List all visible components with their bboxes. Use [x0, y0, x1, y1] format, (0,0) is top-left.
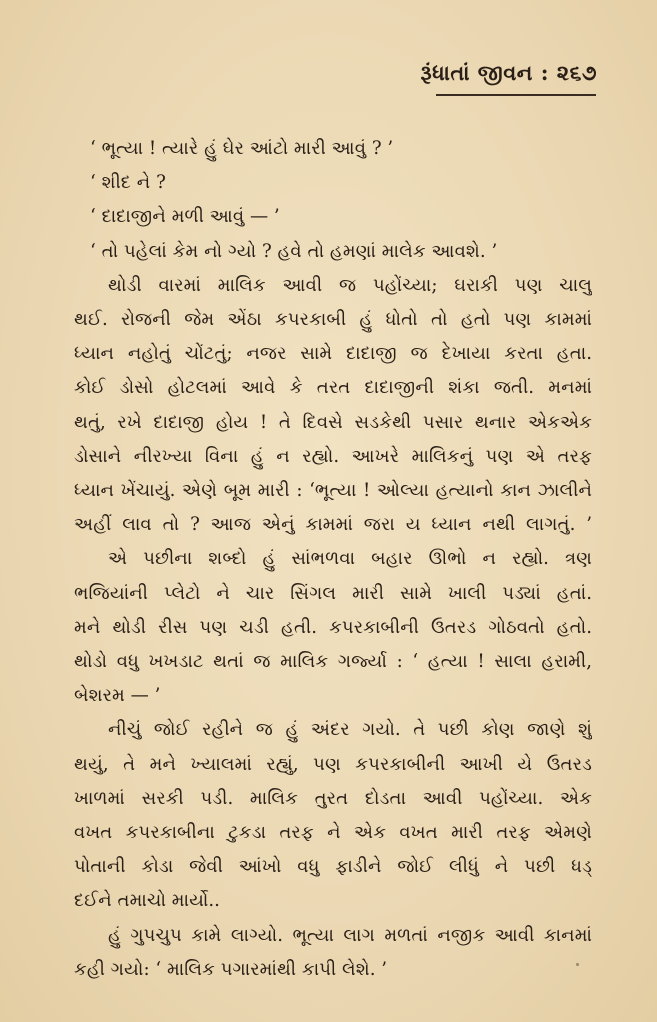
text-line: થોડી વારમાં માલિક આવી જ પહોંચ્યા; ઘરાકી પણ ચાલુ [108, 274, 592, 296]
text-line: થયું, તે મને ખ્યાલમાં રહ્યું, પણ કપરકાબીની આખી યે ઉતરડ [74, 753, 592, 775]
text-line: ‘ તો પહેલાં કેમ નો ગ્યો ? હવે તો હમણાં માલેક આવશે. ’ [90, 240, 498, 262]
text-line: હું ગુપચુપ કામે લાગ્યો. ભૂત્યા લાગ મળતાં નજીક આવી કાનમાં [108, 924, 592, 946]
text-line: પોતાની કોડા જેવી આંખો વધુ ફાડીને જોઈ લીધું ને પછી ધડ્ [74, 856, 592, 878]
text-line: દઈને તમાચો માર્યો.. [74, 890, 220, 912]
running-head: રૂંધાતાં જીવન : ૨૬૭ [420, 60, 597, 85]
header-rule [436, 94, 596, 96]
text-line: વખત કપરકાબીના ટુકડા તરફ ને એક વખત મારી તરફ એમણે [74, 822, 592, 844]
text-line: એ પછીના શબ્દો હું સાંભળવા બહાર ઊભો ન રહ્યો. ત્રણ [108, 548, 592, 570]
text-line: ‘ ભૂત્યા ! ત્યારે હું ઘેર આંટો મારી આવું ? ’ [90, 138, 394, 159]
text-line: ડોસાને નીરખ્યા વિના હું ન રહ્યો. આખરે માલિકનું પણ એ તરફ [74, 445, 592, 467]
paper-speck [576, 963, 579, 966]
text-line: ખાળમાં સરકી પડી. માલિક તુરત દોડતા આવી પહોંચ્યા. એક [74, 787, 592, 809]
body-text [74, 132, 592, 987]
text-line: ‘ દાદાજીને મળી આવું — ’ [90, 206, 280, 228]
text-line: ‘ શીદ ને ? [90, 172, 166, 194]
text-line: નીચું જોઈ રહીને જ હું અંદર ગયો. તે પછી કોણ જાણે શું [108, 719, 592, 741]
text-line: ધ્યાન નહોતું ચોંટતું; નજર સામે દાદાજી જ દેખાયા કરતા હતા. [74, 343, 592, 365]
text-line: ભજિયાંની પ્લેટો ને ચાર સિંગલ મારી સામે ખાલી પડ્યાં હતાં. [74, 582, 592, 604]
text-line: કહી ગયો: ‘ માલિક પગારમાંથી કાપી લેશે. ’ [74, 958, 388, 980]
text-line: થતું, રખે દાદાજી હોય ! તે દિવસે સડકેથી પસાર થનાર એકએક [74, 411, 592, 433]
text-line: થોડો વધુ ખખડાટ થતાં જ માલિક ગર્જ્યા : ‘ હત્યા ! સાલા હરામી, [74, 651, 592, 673]
text-line: થઈ. રોજની જેમ એંઠા કપરકાબી હું ધોતો તો હતો પણ કામમાં [74, 309, 592, 331]
text-line: અહીં લાવ તો ? આજ એનું કામમાં જરા ય ધ્યાન નથી લાગતું. ’ [74, 514, 592, 536]
text-line: બેશરમ — ’ [74, 685, 161, 707]
text-line: ધ્યાન ખેંચાયું. એણે બૂમ મારી : ‘ભૂત્યા ! ઓલ્યા હત્યાનો કાન ઝાલીને [74, 480, 592, 502]
text-line: મને થોડી રીસ પણ ચડી હતી. કપરકાબીની ઉતરડ ગોઠવતો હતો. [74, 616, 592, 638]
text-line: કોઈ ડોસો હોટલમાં આવે કે તરત દાદાજીની શંકા જતી. મનમાં [74, 377, 592, 399]
